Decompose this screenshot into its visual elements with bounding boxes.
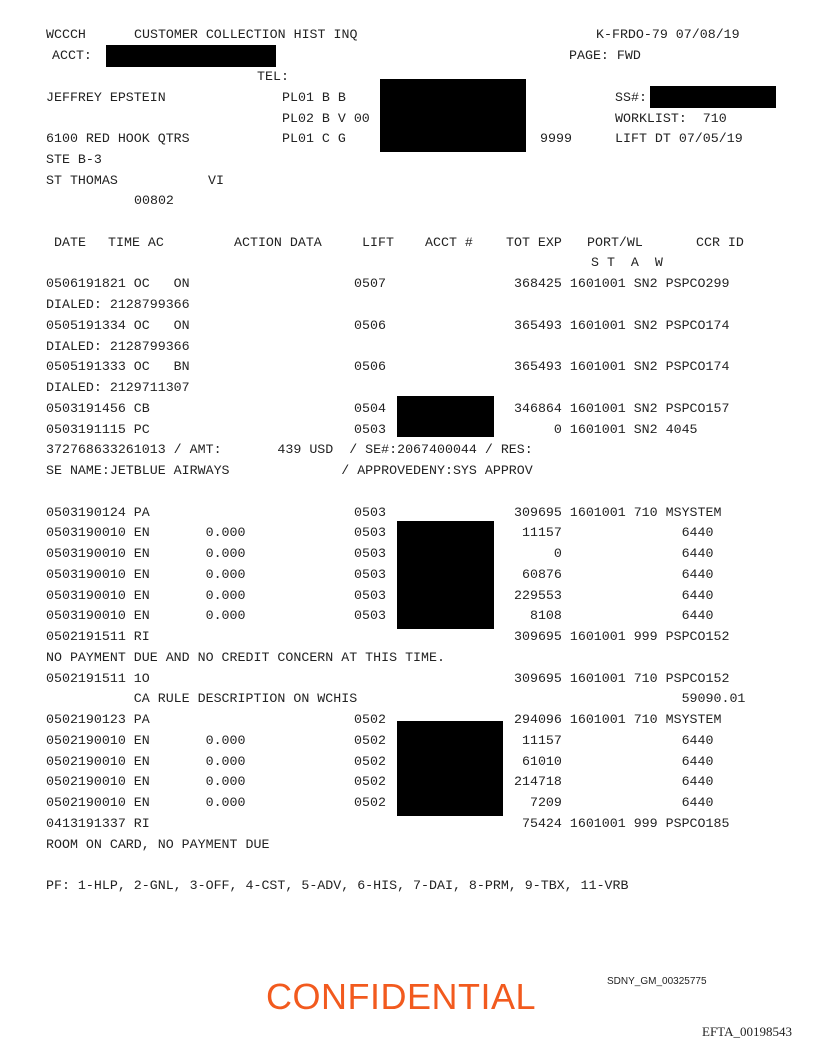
acct-label: ACCT:: [52, 48, 92, 63]
row-lift: 0503: [354, 546, 386, 561]
table-row: 0503190010 EN 0.000: [46, 588, 246, 603]
table-row: 0502191511 1O: [46, 671, 150, 686]
row-lift: 0503: [354, 567, 386, 582]
row-lift: 0502: [354, 712, 386, 727]
state: VI: [208, 173, 224, 188]
phone-line-2: PL02 B V 00: [282, 111, 370, 126]
phone-line-3: PL01 C G: [282, 131, 346, 146]
row-values: 0 6440: [514, 546, 714, 561]
row-values: 7209 6440: [514, 795, 714, 810]
col-tot-exp: TOT EXP: [506, 235, 562, 250]
redaction-box: [397, 721, 503, 816]
table-row: 0503190010 EN 0.000: [46, 546, 246, 561]
row-values: 0 1601001 SN2 4045: [514, 422, 698, 437]
table-row: 0505191334 OC ON: [46, 318, 190, 333]
row-values: 368425 1601001 SN2 PSPCO299: [514, 276, 730, 291]
table-row: 0503190010 EN 0.000: [46, 525, 246, 540]
row-lift: 0502: [354, 774, 386, 789]
redaction-box: [650, 86, 776, 108]
row-values: 214718 6440: [514, 774, 714, 789]
row-lift: 0507: [354, 276, 386, 291]
row-lift: 0506: [354, 359, 386, 374]
table-row: DIALED: 2128799366: [46, 339, 190, 354]
row-lift: 0503: [354, 505, 386, 520]
table-row: 0503190010 EN 0.000: [46, 567, 246, 582]
redaction-box: [397, 396, 494, 437]
row-lift: 0503: [354, 588, 386, 603]
ss-label: SS#:: [615, 90, 647, 105]
tel-label: TEL:: [257, 69, 289, 84]
col-staw: S T A W: [591, 255, 663, 270]
row-lift: 0502: [354, 754, 386, 769]
col-lift: LIFT: [362, 235, 394, 250]
col-ccr-id: CCR ID: [696, 235, 744, 250]
col-port-wl: PORT/WL: [587, 235, 643, 250]
table-row: ROOM ON CARD, NO PAYMENT DUE: [46, 837, 270, 852]
table-row: CA RULE DESCRIPTION ON WCHIS: [46, 691, 358, 706]
col-time-ac: TIME AC: [108, 235, 164, 250]
table-row: 0505191333 OC BN: [46, 359, 190, 374]
col-date: DATE: [54, 235, 86, 250]
row-lift: 0504: [354, 401, 386, 416]
table-row: DIALED: 2128799366: [46, 297, 190, 312]
table-row: NO PAYMENT DUE AND NO CREDIT CONCERN AT THIS TIME.: [46, 650, 445, 665]
redaction-box: [106, 45, 276, 67]
row-values: 309695 1601001 999 PSPCO152: [514, 629, 730, 644]
confidential-stamp: CONFIDENTIAL: [266, 976, 537, 1017]
row-values: 229553 6440: [514, 588, 714, 603]
phone-line-1: PL01 B B: [282, 90, 346, 105]
col-acct-no: ACCT #: [425, 235, 473, 250]
pf-key-legend: PF: 1-HLP, 2-GNL, 3-OFF, 4-CST, 5-ADV, 6-HIS, 7-DAI, 8-PRM, 9-TBX, 11-VRB: [46, 878, 629, 893]
screen-code: WCCCH: [46, 27, 86, 42]
row-values: 309695 1601001 710 MSYSTEM: [514, 505, 722, 520]
row-values: 294096 1601001 710 MSYSTEM: [514, 712, 722, 727]
table-row: 0502191511 RI: [46, 629, 150, 644]
table-row: 0503190124 PA: [46, 505, 150, 520]
row-values: 365493 1601001 SN2 PSPCO174: [514, 359, 730, 374]
table-row: 0506191821 OC ON: [46, 276, 190, 291]
address-line-1: 6100 RED HOOK QTRS: [46, 131, 190, 146]
row-values: 60876 6440: [514, 567, 714, 582]
page-indicator: PAGE: FWD: [569, 48, 641, 63]
table-row: 0502190010 EN 0.000: [46, 754, 246, 769]
redaction-box: [397, 521, 494, 629]
row-values: 59090.01: [514, 691, 746, 706]
row-values: 11157 6440: [514, 733, 714, 748]
table-row: 0502190123 PA: [46, 712, 150, 727]
table-row: 0502190010 EN 0.000: [46, 774, 246, 789]
table-row: 0503191115 PC: [46, 422, 150, 437]
row-lift: 0506: [354, 318, 386, 333]
row-lift: 0503: [354, 525, 386, 540]
col-action-data: ACTION DATA: [234, 235, 322, 250]
phone-suffix: 9999: [540, 131, 572, 146]
table-row: DIALED: 2129711307: [46, 380, 190, 395]
lift-date: LIFT DT 07/05/19: [615, 131, 743, 146]
redaction-box: [380, 79, 526, 152]
row-lift: 0502: [354, 733, 386, 748]
bates-number: SDNY_GM_00325775: [607, 976, 707, 987]
row-lift: 0503: [354, 422, 386, 437]
worklist: WORKLIST: 710: [615, 111, 727, 126]
row-values: 11157 6440: [514, 525, 714, 540]
row-values: 346864 1601001 SN2 PSPCO157: [514, 401, 730, 416]
table-row: 0503190010 EN 0.000: [46, 608, 246, 623]
row-lift: 0502: [354, 795, 386, 810]
city: ST THOMAS: [46, 173, 118, 188]
efta-number: EFTA_00198543: [702, 1024, 792, 1039]
address-line-2: STE B-3: [46, 152, 102, 167]
system-id-date: K-FRDO-79 07/08/19: [596, 27, 740, 42]
row-values: 8108 6440: [514, 608, 714, 623]
screen-title: CUSTOMER COLLECTION HIST INQ: [134, 27, 358, 42]
table-row: 0503191456 CB: [46, 401, 150, 416]
table-row: 0502190010 EN 0.000: [46, 733, 246, 748]
row-values: 309695 1601001 710 PSPCO152: [514, 671, 730, 686]
row-values: 61010 6440: [514, 754, 714, 769]
row-values: 365493 1601001 SN2 PSPCO174: [514, 318, 730, 333]
table-row: 0502190010 EN 0.000: [46, 795, 246, 810]
zip: 00802: [134, 193, 174, 208]
table-row: 372768633261013 / AMT: 439 USD / SE#:2067400044 / RES:: [46, 442, 533, 457]
table-row: 0413191337 RI: [46, 816, 150, 831]
row-values: 75424 1601001 999 PSPCO185: [514, 816, 730, 831]
row-lift: 0503: [354, 608, 386, 623]
table-row: SE NAME:JETBLUE AIRWAYS / APPROVEDENY:SYS APPROV: [46, 463, 533, 478]
customer-name: JEFFREY EPSTEIN: [46, 90, 166, 105]
